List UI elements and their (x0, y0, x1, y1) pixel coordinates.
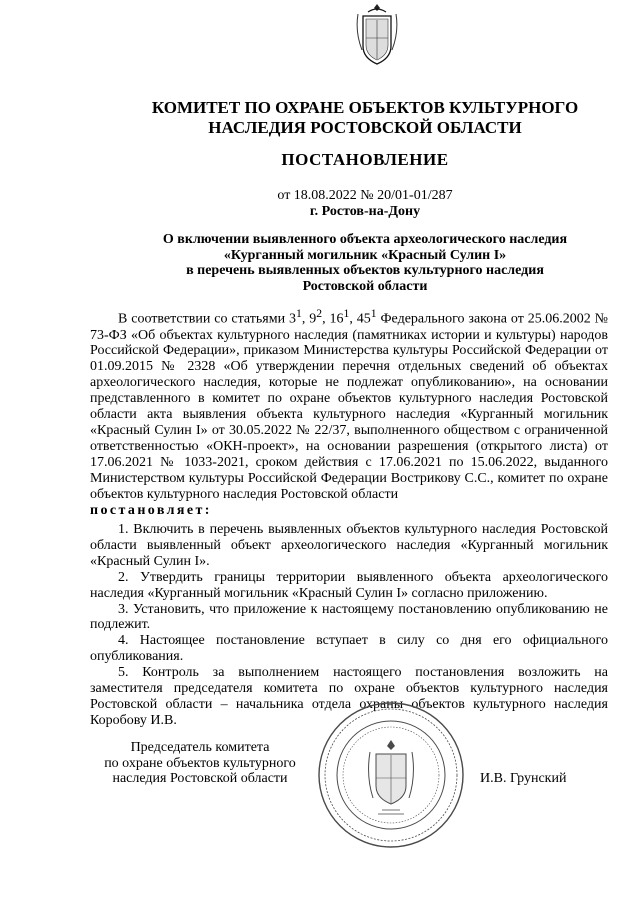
header-line-1: КОМИТЕТ ПО ОХРАНЕ ОБЪЕКТОВ КУЛЬТУРНОГО (151, 98, 579, 117)
preamble-sep: , 45 (349, 311, 371, 327)
preamble-paragraph (90, 306, 608, 503)
signatory-title-line: наследия Ростовской области (112, 771, 288, 786)
signatory-title (90, 740, 310, 787)
superscript: 2 (316, 307, 323, 320)
superscript: 1 (370, 307, 377, 320)
decision-items (90, 522, 608, 729)
decree-word: постановляет: (90, 502, 212, 518)
preamble-sep: , 16 (322, 311, 344, 327)
document-type: ПОСТАНОВЛЕНИЕ (281, 150, 449, 169)
superscript: 1 (343, 307, 350, 320)
decision-item: 4. Настоящее постановление вступает в силу со дня его официального опубликования. (90, 633, 608, 665)
preamble-sep: , 9 (301, 311, 317, 327)
header-line-2: НАСЛЕДИЯ РОСТОВСКОЙ ОБЛАСТИ (208, 118, 522, 137)
signatory-name: И.В. Грунский (480, 771, 567, 786)
coat-of-arms-icon (354, 2, 400, 68)
date-number-line: от 18.08.2022 № 20/01-01/287 (277, 188, 453, 203)
document-subject (90, 232, 640, 294)
decision-item: 1. Включить в перечень выявленных объектов культурного наследия Ростовской области выявленный объект археологического наследия «Курганный могильник «Красный Сулин I». (90, 522, 608, 569)
subject-line-2: «Курганный могильник «Красный Сулин I» (223, 247, 507, 263)
preamble-start: В соответствии со статьями 3 (118, 311, 296, 327)
superscript: 1 (295, 307, 302, 320)
decision-item: 5. Контроль за выполнением настоящего постановления возложить на заместителя председателя комитета по охране объектов культурного наследия Ростовской области – начальника отдела охраны объектов культурного наследия Коробову И.В. (90, 665, 608, 728)
preamble-text: Федерального закона от 25.06.2002 № 73-ФЗ «Об объектах культурного наследия (памятниках истории и культуры) народов Российской Федерации», приказом Министерства культуры Российской Федерации от 01.09.2015 № 2328 «Об утверждении перечня отдельных сведений об объектах археологического наследия, которые не подлежат опубликованию», на основании представленного в комитет по охране объектов культурного наследия Ростовской области акта выявления объекта культурного наследия «Курганный могильник «Красный Сулин I» от 30.05.2022 № 22/37, выполненного обществом с ограниченной ответственностью «ОКН-проект», на основании разрешения (открытого листа) от 17.06.2021 № 1033-2021, сроком действия с 17.06.2021 по 15.06.2022, выданного Министерством культуры Российской Федерации Вострикову С.С., комитет по охране объектов культурного наследия Ростовской области (90, 311, 609, 502)
subject-line-3: в перечень выявленных объектов культурного наследия (186, 263, 544, 278)
subject-line-4: Ростовской области (302, 278, 428, 294)
official-seal-icon (316, 700, 466, 850)
signatory-title-line: Председатель комитета (130, 740, 270, 755)
subject-line-1: О включении выявленного объекта археологического наследия (162, 232, 568, 247)
city-line: г. Ростов-на-Дону (309, 204, 421, 219)
preamble (90, 306, 608, 518)
decision-item: 2. Утвердить границы территории выявленного объекта археологического наследия «Курганный могильник «Красный Сулин I» согласно приложению. (90, 569, 608, 601)
decision-item: 3. Установить, что приложение к настоящему постановлению опубликованию не подлежит. (90, 601, 608, 633)
signatory-title-line: по охране объектов культурного (104, 755, 296, 771)
